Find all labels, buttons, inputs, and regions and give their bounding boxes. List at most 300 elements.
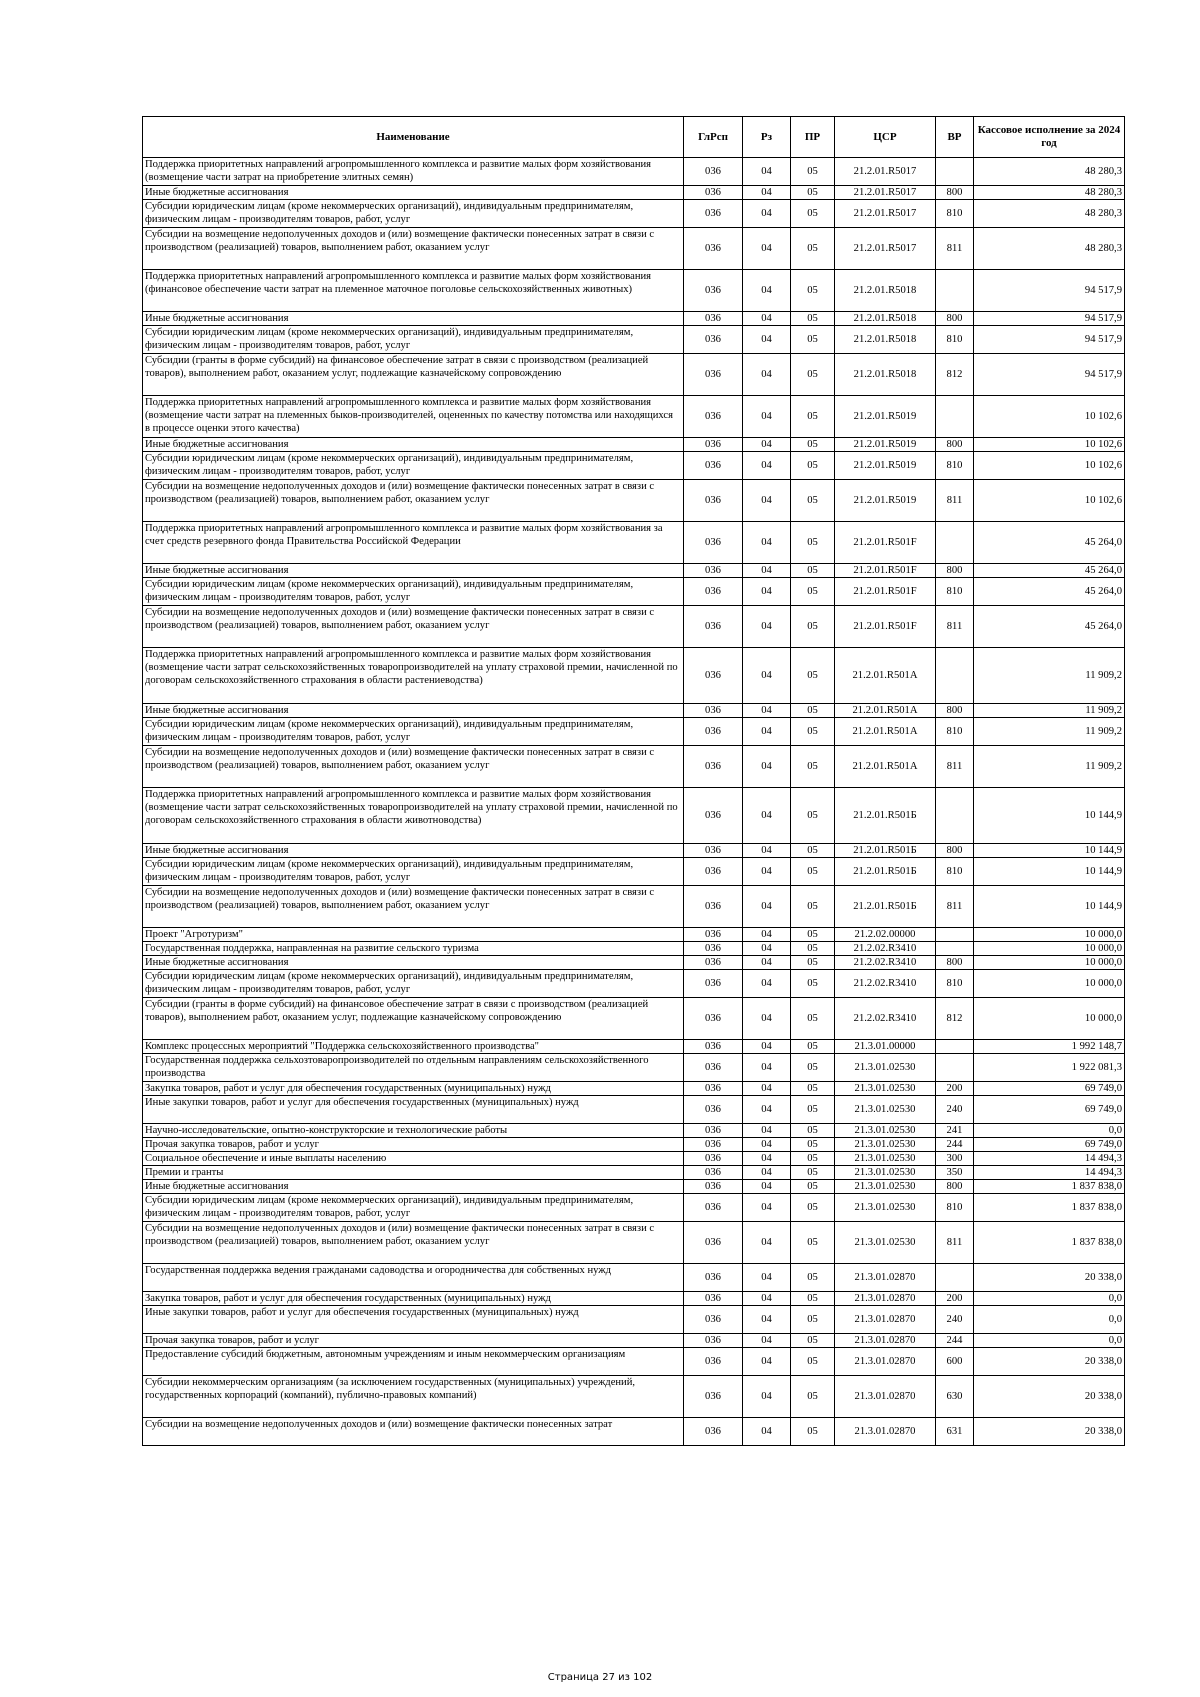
table-row [143,438,1125,452]
cell-csr: 21.3.01.02870 [835,1292,936,1306]
cell-pr: 05 [791,1194,835,1222]
cell-pr: 05 [791,1040,835,1054]
cell-amount: 10 144,9 [974,858,1125,886]
cell-vr [936,788,974,844]
cell-amount: 20 338,0 [974,1264,1125,1292]
table-row [143,704,1125,718]
cell-amount: 20 338,0 [974,1376,1125,1418]
table-row [143,228,1125,270]
cell-glrsp: 036 [684,942,743,956]
cell-glrsp: 036 [684,1292,743,1306]
cell-rz: 04 [743,928,791,942]
cell-vr: 800 [936,704,974,718]
table-row [143,1054,1125,1082]
cell-pr: 05 [791,200,835,228]
cell-amount: 14 494,3 [974,1166,1125,1180]
cell-pr: 05 [791,1376,835,1418]
cell-glrsp: 036 [684,1418,743,1446]
cell-amount: 94 517,9 [974,270,1125,312]
cell-name: Поддержка приоритетных направлений агропромышленного комплекса и развитие малых форм хозяйствования (возмещение части затрат на приобретение элитных семян) [143,158,684,186]
cell-pr: 05 [791,1096,835,1124]
cell-name: Иные бюджетные ассигнования [143,564,684,578]
cell-csr: 21.3.01.02870 [835,1264,936,1292]
cell-amount: 10 144,9 [974,886,1125,928]
cell-rz: 04 [743,578,791,606]
table-row [143,788,1125,844]
cell-rz: 04 [743,942,791,956]
cell-vr: 200 [936,1082,974,1096]
cell-csr: 21.2.02.R3410 [835,998,936,1040]
table-row [143,200,1125,228]
cell-amount: 14 494,3 [974,1152,1125,1166]
cell-name: Субсидии юридическим лицам (кроме некоммерческих организаций), индивидуальным предпринимателям, физическим лицам - производителям товаров, работ, услуг [143,718,684,746]
cell-rz: 04 [743,158,791,186]
cell-rz: 04 [743,1376,791,1418]
cell-csr: 21.2.02.R3410 [835,970,936,998]
cell-vr: 240 [936,1306,974,1334]
cell-amount: 48 280,3 [974,200,1125,228]
cell-glrsp: 036 [684,200,743,228]
cell-rz: 04 [743,452,791,480]
cell-rz: 04 [743,704,791,718]
cell-rz: 04 [743,564,791,578]
table-row [143,718,1125,746]
cell-csr: 21.2.01.R501А [835,704,936,718]
cell-glrsp: 036 [684,1306,743,1334]
cell-amount: 0,0 [974,1334,1125,1348]
cell-vr: 241 [936,1124,974,1138]
cell-name: Закупка товаров, работ и услуг для обеспечения государственных (муниципальных) нужд [143,1292,684,1306]
header-rz: Рз [743,117,791,158]
cell-pr: 05 [791,578,835,606]
cell-name: Субсидии юридическим лицам (кроме некоммерческих организаций), индивидуальным предпринимателям, физическим лицам - производителям товаров, работ, услуг [143,452,684,480]
cell-glrsp: 036 [684,1040,743,1054]
table-row [143,1096,1125,1124]
cell-name: Субсидии на возмещение недополученных доходов и (или) возмещение фактически понесенных затрат в связи с производством (реализацией) товаров, выполнением работ, оказанием услуг [143,606,684,648]
cell-rz: 04 [743,858,791,886]
cell-csr: 21.2.01.R501А [835,746,936,788]
cell-glrsp: 036 [684,1264,743,1292]
cell-amount: 10 000,0 [974,970,1125,998]
cell-pr: 05 [791,1292,835,1306]
cell-csr: 21.3.01.02530 [835,1124,936,1138]
cell-rz: 04 [743,1166,791,1180]
cell-csr: 21.2.01.R501Б [835,858,936,886]
header-pr: ПР [791,117,835,158]
cell-pr: 05 [791,1306,835,1334]
cell-vr: 811 [936,746,974,788]
cell-vr: 810 [936,858,974,886]
table-row [143,1082,1125,1096]
cell-pr: 05 [791,648,835,704]
table-row [143,480,1125,522]
cell-csr: 21.3.01.00000 [835,1040,936,1054]
table-row [143,956,1125,970]
cell-vr: 200 [936,1292,974,1306]
cell-pr: 05 [791,1124,835,1138]
cell-name: Поддержка приоритетных направлений агропромышленного комплекса и развитие малых форм хозяйствования (возмещение части затрат сельскохозяйственных товаропроизводителей на уплату страховой премии, начисленной по договорам сельскохозяйственного страхования в области растениеводства) [143,648,684,704]
cell-amount: 69 749,0 [974,1138,1125,1152]
cell-glrsp: 036 [684,998,743,1040]
cell-name: Государственная поддержка ведения гражданами садоводства и огородничества для собственных нужд [143,1264,684,1292]
cell-glrsp: 036 [684,438,743,452]
cell-pr: 05 [791,452,835,480]
cell-csr: 21.2.01.R5017 [835,158,936,186]
cell-amount: 48 280,3 [974,228,1125,270]
cell-vr [936,270,974,312]
cell-rz: 04 [743,438,791,452]
cell-rz: 04 [743,1222,791,1264]
cell-name: Комплекс процессных мероприятий "Поддержка сельскохозяйственного производства" [143,1040,684,1054]
table-body [143,158,1125,1446]
table-row [143,326,1125,354]
cell-vr: 810 [936,718,974,746]
table-row [143,942,1125,956]
cell-amount: 45 264,0 [974,606,1125,648]
budget-table [142,116,1125,1446]
table-row [143,270,1125,312]
cell-amount: 45 264,0 [974,522,1125,564]
cell-pr: 05 [791,1334,835,1348]
cell-vr [936,648,974,704]
cell-amount: 1 922 081,3 [974,1054,1125,1082]
cell-rz: 04 [743,1264,791,1292]
cell-pr: 05 [791,998,835,1040]
cell-rz: 04 [743,718,791,746]
cell-glrsp: 036 [684,1166,743,1180]
cell-glrsp: 036 [684,928,743,942]
table-row [143,844,1125,858]
cell-amount: 0,0 [974,1306,1125,1334]
cell-name: Поддержка приоритетных направлений агропромышленного комплекса и развитие малых форм хозяйствования (финансовое обеспечение части затрат на племенное маточное поголовье сельскохозяйственных животных) [143,270,684,312]
table-row [143,1040,1125,1054]
table-row [143,1376,1125,1418]
cell-csr: 21.3.01.02530 [835,1054,936,1082]
cell-rz: 04 [743,228,791,270]
cell-csr: 21.2.01.R5019 [835,396,936,438]
cell-glrsp: 036 [684,1082,743,1096]
cell-amount: 48 280,3 [974,158,1125,186]
cell-pr: 05 [791,704,835,718]
table-row [143,452,1125,480]
cell-amount: 1 837 838,0 [974,1194,1125,1222]
cell-rz: 04 [743,886,791,928]
cell-glrsp: 036 [684,1096,743,1124]
cell-pr: 05 [791,1082,835,1096]
cell-glrsp: 036 [684,1124,743,1138]
cell-vr: 350 [936,1166,974,1180]
cell-name: Прочая закупка товаров, работ и услуг [143,1138,684,1152]
table-row [143,648,1125,704]
cell-pr: 05 [791,886,835,928]
cell-csr: 21.2.02.R3410 [835,956,936,970]
table-row [143,1306,1125,1334]
cell-pr: 05 [791,564,835,578]
cell-name: Закупка товаров, работ и услуг для обеспечения государственных (муниципальных) нужд [143,1082,684,1096]
cell-amount: 45 264,0 [974,564,1125,578]
cell-csr: 21.2.02.R3410 [835,942,936,956]
cell-vr [936,1054,974,1082]
cell-glrsp: 036 [684,158,743,186]
cell-vr: 631 [936,1418,974,1446]
cell-vr: 811 [936,606,974,648]
table-row [143,396,1125,438]
cell-pr: 05 [791,942,835,956]
cell-rz: 04 [743,998,791,1040]
cell-glrsp: 036 [684,578,743,606]
cell-glrsp: 036 [684,1222,743,1264]
cell-vr: 810 [936,200,974,228]
cell-name: Субсидии (гранты в форме субсидий) на финансовое обеспечение затрат в связи с производством (реализацией товаров), выполнением работ, оказанием услуг, подлежащие казначейскому сопровождению [143,354,684,396]
cell-glrsp: 036 [684,1152,743,1166]
cell-pr: 05 [791,396,835,438]
cell-amount: 10 000,0 [974,956,1125,970]
cell-rz: 04 [743,186,791,200]
cell-rz: 04 [743,746,791,788]
cell-glrsp: 036 [684,396,743,438]
cell-amount: 10 102,6 [974,480,1125,522]
cell-vr: 800 [936,312,974,326]
cell-rz: 04 [743,270,791,312]
cell-pr: 05 [791,1348,835,1376]
cell-pr: 05 [791,1180,835,1194]
cell-vr: 800 [936,956,974,970]
cell-amount: 20 338,0 [974,1418,1125,1446]
cell-glrsp: 036 [684,354,743,396]
cell-name: Субсидии (гранты в форме субсидий) на финансовое обеспечение затрат в связи с производством (реализацией товаров), выполнением работ, оказанием услуг, подлежащие казначейскому сопровождению [143,998,684,1040]
cell-csr: 21.3.01.02530 [835,1082,936,1096]
table-row [143,1264,1125,1292]
cell-name: Поддержка приоритетных направлений агропромышленного комплекса и развитие малых форм хозяйствования (возмещение части затрат сельскохозяйственных товаропроизводителей на уплату страховой премии, начисленной по договорам сельскохозяйственного страхования в области животноводства) [143,788,684,844]
cell-name: Иные бюджетные ассигнования [143,312,684,326]
cell-name: Научно-исследовательские, опытно-конструкторские и технологические работы [143,1124,684,1138]
cell-glrsp: 036 [684,326,743,354]
cell-glrsp: 036 [684,522,743,564]
cell-csr: 21.2.01.R5018 [835,312,936,326]
cell-csr: 21.3.01.02870 [835,1418,936,1446]
cell-csr: 21.2.01.R5017 [835,228,936,270]
cell-pr: 05 [791,1222,835,1264]
cell-pr: 05 [791,522,835,564]
cell-name: Иные бюджетные ассигнования [143,704,684,718]
cell-vr [936,396,974,438]
table-row [143,970,1125,998]
cell-glrsp: 036 [684,270,743,312]
table-row [143,1124,1125,1138]
cell-vr: 600 [936,1348,974,1376]
cell-rz: 04 [743,970,791,998]
cell-name: Субсидии на возмещение недополученных доходов и (или) возмещение фактически понесенных затрат в связи с производством (реализацией) товаров, выполнением работ, оказанием услуг [143,228,684,270]
cell-pr: 05 [791,438,835,452]
cell-glrsp: 036 [684,886,743,928]
cell-pr: 05 [791,1152,835,1166]
cell-amount: 1 837 838,0 [974,1180,1125,1194]
cell-csr: 21.2.01.R501F [835,578,936,606]
cell-csr: 21.2.01.R501F [835,564,936,578]
cell-pr: 05 [791,718,835,746]
cell-rz: 04 [743,1418,791,1446]
cell-amount: 10 102,6 [974,438,1125,452]
table-row [143,928,1125,942]
cell-vr [936,1264,974,1292]
cell-pr: 05 [791,1054,835,1082]
cell-vr: 244 [936,1334,974,1348]
cell-csr: 21.2.01.R501А [835,718,936,746]
cell-name: Субсидии юридическим лицам (кроме некоммерческих организаций), индивидуальным предпринимателям, физическим лицам - производителям товаров, работ, услуг [143,1194,684,1222]
cell-glrsp: 036 [684,746,743,788]
cell-csr: 21.2.01.R501F [835,606,936,648]
cell-rz: 04 [743,1040,791,1054]
table-row [143,158,1125,186]
cell-vr [936,158,974,186]
cell-pr: 05 [791,606,835,648]
cell-name: Премии и гранты [143,1166,684,1180]
cell-csr: 21.2.01.R501Б [835,844,936,858]
cell-name: Субсидии на возмещение недополученных доходов и (или) возмещение фактически понесенных затрат [143,1418,684,1446]
cell-rz: 04 [743,1334,791,1348]
cell-rz: 04 [743,354,791,396]
table-row [143,312,1125,326]
cell-name: Иные закупки товаров, работ и услуг для обеспечения государственных (муниципальных) нужд [143,1096,684,1124]
cell-pr: 05 [791,746,835,788]
cell-vr: 810 [936,970,974,998]
cell-csr: 21.2.02.00000 [835,928,936,942]
cell-glrsp: 036 [684,312,743,326]
cell-glrsp: 036 [684,228,743,270]
header-csr: ЦСР [835,117,936,158]
cell-glrsp: 036 [684,1180,743,1194]
cell-csr: 21.3.01.02530 [835,1152,936,1166]
cell-amount: 1 992 148,7 [974,1040,1125,1054]
cell-pr: 05 [791,970,835,998]
cell-rz: 04 [743,1138,791,1152]
cell-amount: 11 909,2 [974,746,1125,788]
table-row [143,1334,1125,1348]
cell-pr: 05 [791,956,835,970]
table-row [143,578,1125,606]
cell-rz: 04 [743,1306,791,1334]
cell-vr [936,1040,974,1054]
cell-pr: 05 [791,928,835,942]
cell-csr: 21.2.01.R5019 [835,480,936,522]
cell-amount: 10 102,6 [974,396,1125,438]
cell-name: Субсидии юридическим лицам (кроме некоммерческих организаций), индивидуальным предпринимателям, физическим лицам - производителям товаров, работ, услуг [143,578,684,606]
cell-glrsp: 036 [684,970,743,998]
cell-vr: 800 [936,438,974,452]
cell-amount: 0,0 [974,1292,1125,1306]
table-row [143,1348,1125,1376]
table-row [143,1194,1125,1222]
cell-rz: 04 [743,1054,791,1082]
cell-vr: 811 [936,886,974,928]
cell-name: Поддержка приоритетных направлений агропромышленного комплекса и развитие малых форм хозяйствования за счет средств резервного фонда Правительства Российской Федерации [143,522,684,564]
cell-csr: 21.3.01.02530 [835,1180,936,1194]
cell-amount: 11 909,2 [974,704,1125,718]
cell-vr: 810 [936,326,974,354]
cell-csr: 21.2.01.R5018 [835,270,936,312]
cell-name: Иные бюджетные ассигнования [143,844,684,858]
table-row [143,1180,1125,1194]
cell-amount: 20 338,0 [974,1348,1125,1376]
cell-rz: 04 [743,1096,791,1124]
cell-pr: 05 [791,844,835,858]
cell-pr: 05 [791,858,835,886]
cell-pr: 05 [791,312,835,326]
header-row [143,117,1125,158]
cell-amount: 0,0 [974,1124,1125,1138]
table-row [143,606,1125,648]
page-number: Страница 27 из 102 [547,1672,653,1683]
cell-pr: 05 [791,228,835,270]
cell-csr: 21.3.01.02530 [835,1096,936,1124]
cell-vr: 811 [936,1222,974,1264]
table-row [143,886,1125,928]
table-row [143,564,1125,578]
cell-name: Субсидии юридическим лицам (кроме некоммерческих организаций), индивидуальным предпринимателям, физическим лицам - производителям товаров, работ, услуг [143,326,684,354]
header-amount: Кассовое исполнение за 2024 год [974,117,1125,158]
cell-amount: 94 517,9 [974,326,1125,354]
cell-vr [936,928,974,942]
cell-rz: 04 [743,312,791,326]
table-row [143,1292,1125,1306]
cell-name: Иные бюджетные ассигнования [143,1180,684,1194]
cell-rz: 04 [743,606,791,648]
cell-pr: 05 [791,788,835,844]
cell-vr: 244 [936,1138,974,1152]
cell-vr: 810 [936,578,974,606]
cell-csr: 21.3.01.02870 [835,1348,936,1376]
cell-name: Иные закупки товаров, работ и услуг для обеспечения государственных (муниципальных) нужд [143,1306,684,1334]
cell-csr: 21.2.01.R5017 [835,200,936,228]
cell-glrsp: 036 [684,858,743,886]
cell-vr: 811 [936,228,974,270]
cell-name: Субсидии юридическим лицам (кроме некоммерческих организаций), индивидуальным предпринимателям, физическим лицам - производителям товаров, работ, услуг [143,200,684,228]
cell-name: Прочая закупка товаров, работ и услуг [143,1334,684,1348]
table-row [143,522,1125,564]
cell-csr: 21.3.01.02530 [835,1222,936,1264]
cell-amount: 69 749,0 [974,1096,1125,1124]
table-row [143,1138,1125,1152]
cell-csr: 21.2.01.R5019 [835,452,936,480]
table-row [143,858,1125,886]
cell-name: Государственная поддержка сельхозтоваропроизводителей по отдельным направлениям сельскохозяйственного производства [143,1054,684,1082]
cell-glrsp: 036 [684,1348,743,1376]
cell-glrsp: 036 [684,788,743,844]
cell-pr: 05 [791,158,835,186]
cell-name: Иные бюджетные ассигнования [143,186,684,200]
cell-csr: 21.3.01.02530 [835,1194,936,1222]
cell-csr: 21.3.01.02530 [835,1166,936,1180]
cell-name: Предоставление субсидий бюджетным, автономным учреждениям и иным некоммерческим организациям [143,1348,684,1376]
cell-csr: 21.2.01.R5018 [835,354,936,396]
cell-amount: 1 837 838,0 [974,1222,1125,1264]
cell-glrsp: 036 [684,844,743,858]
cell-csr: 21.2.01.R501Б [835,886,936,928]
cell-vr: 812 [936,998,974,1040]
cell-name: Проект "Агротуризм" [143,928,684,942]
cell-name: Субсидии на возмещение недополученных доходов и (или) возмещение фактически понесенных затрат в связи с производством (реализацией) товаров, выполнением работ, оказанием услуг [143,886,684,928]
cell-csr: 21.2.01.R501А [835,648,936,704]
cell-rz: 04 [743,1180,791,1194]
cell-name: Субсидии на возмещение недополученных доходов и (или) возмещение фактически понесенных затрат в связи с производством (реализацией) товаров, выполнением работ, оказанием услуг [143,1222,684,1264]
cell-amount: 11 909,2 [974,648,1125,704]
cell-amount: 10 102,6 [974,452,1125,480]
cell-name: Субсидии юридическим лицам (кроме некоммерческих организаций), индивидуальным предпринимателям, физическим лицам - производителям товаров, работ, услуг [143,858,684,886]
cell-pr: 05 [791,1264,835,1292]
cell-rz: 04 [743,326,791,354]
cell-glrsp: 036 [684,1194,743,1222]
cell-glrsp: 036 [684,1334,743,1348]
